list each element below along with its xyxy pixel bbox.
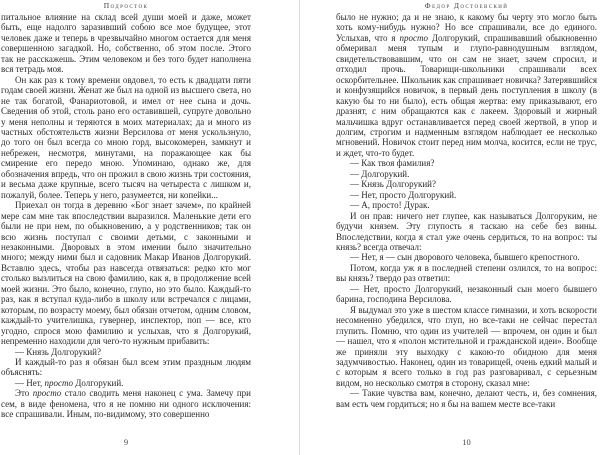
running-header-right: Федор Достоевский: [424, 1, 509, 10]
paragraph: — Как твоя фамилия?: [350, 158, 435, 169]
page-number-left: 9: [123, 437, 129, 447]
paragraph: — Князь Долгорукий?: [15, 346, 101, 357]
paragraph: — Нет, я — сын дворового человека, бывшего крепостного.: [350, 252, 580, 263]
page-right[interactable]: [299, 0, 600, 455]
paragraph: Он как раз к тому времени овдовел, то есть к двадцати пяти годам своей жизни. Женат же был на одной из высшего света, но не так богатой, Фанариотовой, и имел от нее сына и дочь. Сведения об этой, столь рано его оставившей, супруге довольно у меня неполны и теряются в моих материалах; да и много из частных обстоятельств жизни Версилова от меня ускользнуло, до того он был всегда со мною горд, высокомерен, замкнут и небрежен, несмотря, минутами, на поражающее как бы смирение его передо мною. Упоминаю, однако же, для обозначения впредь, что он прожил в свою жизнь три состояния, и весьма даже крупные, всего тысяч на четыреста с лишком и, пожалуй, более. Теперь у него, разумеется, ни копейки...: [1, 74, 251, 200]
paragraph: питальное влияние на склад всей души моей и даже, может быть, еще надолго заразивший собою все мое будущее, этот человек даже и теперь в чрезвычайно многом остается для меня совершенною загадкой. Но, собственно, об этом после. Этого так не расскажешь. Этим человеком и без того будет наполнена вся тетрадь моя.: [1, 12, 251, 75]
paragraph: — Долгорукий.: [350, 168, 410, 179]
paragraph: Потом, когда уж я в последней степени озлился, то на вопрос: вы князь? твердо раз ответил:: [336, 262, 597, 284]
page-left[interactable]: [0, 0, 299, 455]
paragraph: было не нужно; да и не знаю, к какому бы черту это могло быть хоть кому-нибудь нужно? Но все спрашивали, все до единого. Услыхав, что я просто Долгорукий, спрашивавший обыкновенно обмеривал меня тупым и глупо-равнодушным взглядом, свидетельствовавшим, что он сам не знает, зачем спросил, и отходил прочь. Товарищи-школьники спрашивали всех оскорбительнее. Школьник как спрашивает новичка? Затерявшийся и конфузящийся новичок, в первый день поступления в школу (в какую бы то ни было), есть общая жертва: ему приказывают, его дразнят, с ним обращаются как с лакеем. Здоровый и жирный мальчишка вдруг останавливается перед своей жертвой, в упор и долгим, строгим и надменным взглядом наблюдает ее несколько мгновений. Новичок стоит перед ним молча, косится, если не трус, и ждет, что-то будет.: [336, 12, 597, 158]
paragraph: Я выдумал это уже в шестом классе гимназии, и хоть вскорости несомненно убедился, что глуп, но все-таки не сейчас перестал глупить. Помню, что один из учителей — впрочем, он один и был — нашел, что я «полон мстительной и гражданской идеи». Вообще же приняли эту выходку с какою-то обидною для меня задумчивостью. Наконец, один из товарищей, очень едкий малый и с которым я всего только в год раз разговаривал, с серьезным видом, но несколько смотря в сторону, сказал мне:: [336, 304, 597, 388]
page-number-right: 10: [462, 437, 471, 447]
paragraph: — А, просто! Дурак.: [350, 200, 430, 211]
page-text-left: [1, 12, 251, 435]
page-text-right: [336, 12, 597, 435]
paragraph: — Такие чувства вам, конечно, делают честь, и, без сомнения, вам есть чем гордиться; но я бы на вашем месте все-таки: [336, 388, 597, 409]
paragraph: И он прав: ничего нет глупее, как называться Долгоруким, не будучи князем. Эту глупость я таскаю на себе без вины. Впоследствии, когда я стал уже очень сердиться, то на вопрос: ты князь? всегда отвечал:: [336, 210, 597, 252]
paragraph: — Нет, просто Долгорукий.: [15, 377, 124, 388]
paragraph: — Князь Долгорукий?: [350, 179, 436, 190]
paragraph: — Нет, просто Долгорукий, незаконный сын моего бывшего барина, господина Версилова.: [336, 283, 597, 305]
paragraph: Приехал он тогда в деревню «Бог знает зачем», по крайней мере сам мне так впоследствии выразился. Маленькие дети его были не при нем, по обыкновению, а у родственников; так он всю жизнь поступал с своими детьми, с законными и незаконными. Дворовых в этом имении было значительно много; между ними был и садовник Макар Иванов Долгорукий. Вставлю здесь, чтобы раз навсегда отвязаться: редко кто мог столько вызлиться на свою фамилию, как я, в продолжение всей моей жизни. Это было, конечно, глупо, но это было. Каждый-то раз, как я вступал куда-либо в школу или встречался с лицами, которым, по возрасту моему, был обязан отчетом, одним словом, каждый-то учителишка, гувернер, инспектор, поп — все, кто угодно, спрося мою фамилию и услыхав, что я Долгорукий, непременно находили для чего-то нужным прибавить:: [1, 200, 251, 347]
running-header-left: Подросток: [103, 1, 149, 10]
paragraph: Это просто стало сводить меня наконец с ума. Замечу при сем, в виде феномена, что я не помню ни одного исключения: все спрашивали. Иным, по-видимому, это совершенно: [1, 388, 251, 420]
paragraph: — Нет, просто Долгорукий.: [350, 189, 457, 200]
paragraph: И каждый-то раз я обязан был всем этим праздным людям объяснять:: [1, 356, 251, 378]
